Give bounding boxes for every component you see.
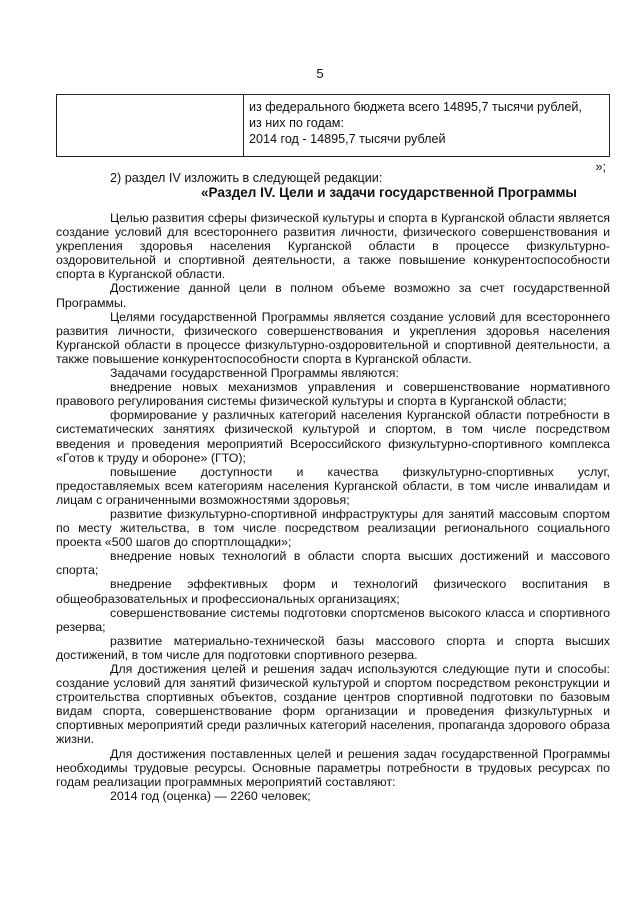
paragraph: внедрение новых технологий в области спорта высших достижений и массового спорта; <box>56 549 610 578</box>
paragraph: Для достижения целей и решения задач используются следующие пути и способы: создание условий для занятий физической культурой и спортом посредством реконструкции и строительства спортивных объектов, создание центров спортивной подготовки по базовым видам спорта, совершенствование форм организации и проведения физкультурных и спортивных мероприятий среди различных категорий населения, пропаганда здорового образа жизни. <box>56 662 610 747</box>
page-number: 5 <box>316 66 324 81</box>
paragraph: развитие физкультурно-спортивной инфраструктуры для занятий массовым спортом по месту жительства, в том числе посредством реализации регионального социального проекта «500 шагов до спортплощадки»; <box>56 506 610 550</box>
paragraph: развитие материально-технической базы массового спорта и спорта высших достижений, в том числе для подготовки спортивного резерва. <box>56 633 610 662</box>
paragraph: Для достижения поставленных целей и решения задач государственной Программы необходимы трудовые ресурсы. Основные параметры потребности в трудовых ресурсах по годам реализации программных мероприятий составляют: <box>56 746 610 789</box>
paragraph: Целями государственной Программы является создание условий для всестороннего развития личности, физического совершенствования и укрепления здоровья населения Курганской области в процессе физкультурно-оздоровительной и спортивной деятельности, а также повышение конкурентоспособности спорта в Курганской области. <box>56 309 610 366</box>
paragraph: формирование у различных категорий населения Курганской области потребности в систематических занятиях физической культурой и спортом, в том числе посредством введения и проведения мероприятий Всероссийского физкультурно-спортивного комплекса «Готов к труду и обороне» (ГТО); <box>56 408 610 465</box>
table-cell-line: из них по годам: <box>249 116 344 130</box>
paragraph: внедрение эффективных форм и технологий физического воспитания в общеобразовательных и профессиональных организациях; <box>56 577 610 606</box>
paragraph: Задачами государственной Программы являются: <box>110 366 399 381</box>
paragraph: Целью развития сферы физической культуры и спорта в Курганской области является создание условий для всестороннего развития личности, физического совершенствования и укрепления здоровья населения Курганской области в процессе физкультурно-оздоровительной и спортивной деятельности, а также повышение конкурентоспособности спорта в Курганской области. <box>56 211 610 282</box>
paragraph: повышение доступности и качества физкультурно-спортивных услуг, предоставляемых всем категориям населения Курганской области, в том числе инвалидам и лицам с ограниченными возможностями здоровья; <box>56 464 610 507</box>
table-column-divider <box>243 95 244 156</box>
paragraph: внедрение новых механизмов управления и совершенствование нормативного правового регулирования системы физической культуры и спорта в Курганской области; <box>56 380 610 409</box>
table-cell-funding <box>249 99 604 147</box>
paragraph: 2014 год (оценка) — 2260 человек; <box>110 788 311 803</box>
budget-table <box>56 94 610 157</box>
table-cell-line: 2014 год - 14895,7 тысячи рублей <box>249 132 446 146</box>
paragraph: совершенствование системы подготовки спортсменов высокого класса и спортивного резерва; <box>56 605 610 634</box>
amendment-intro: 2) раздел IV изложить в следующей редакции: <box>110 171 383 185</box>
section-body <box>56 211 610 803</box>
closing-quote: »; <box>595 160 606 174</box>
paragraph: Достижение данной цели в полном объеме возможно за счет государственной Программы. <box>56 281 610 310</box>
section-title: «Раздел IV. Цели и задачи государственной Программы <box>201 185 577 200</box>
table-cell-line: из федерального бюджета всего 14895,7 тысячи рублей, <box>249 100 582 114</box>
